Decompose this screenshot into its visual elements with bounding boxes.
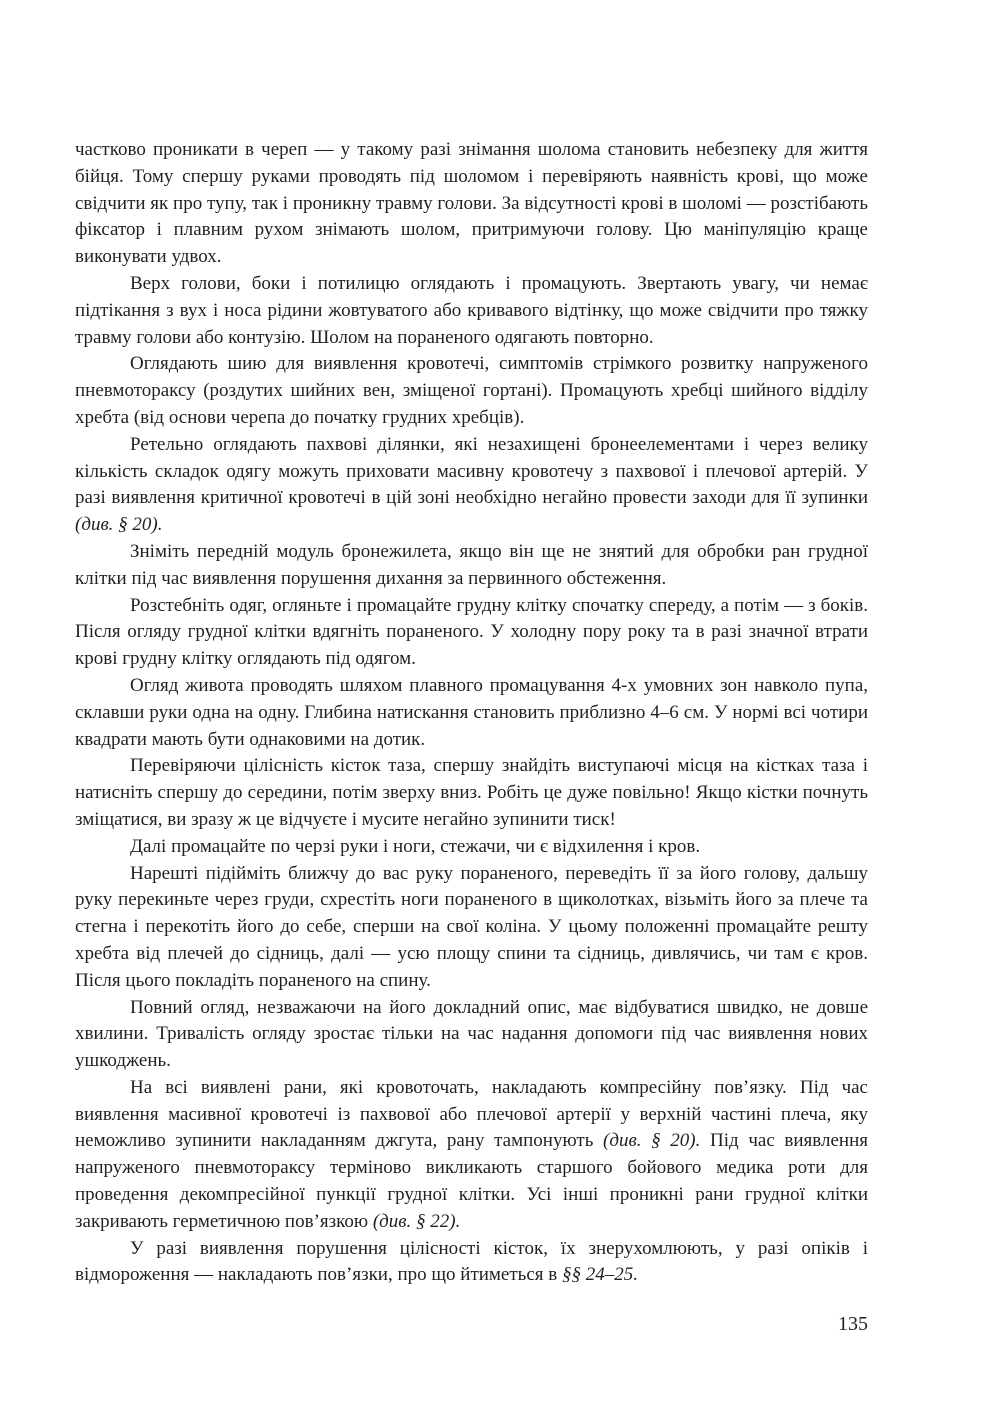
- paragraph: [75, 432, 868, 539]
- paragraph-text: На всі виявлені рани, які кровоточать, накладають компресійну пов’язку. Під час виявлення масивної кровотечі із пахвової або плечової артерії у верхній частині плеча, яку неможливо зупинити накладанням джгута, рану тампонують: [75, 1076, 868, 1152]
- paragraph: [75, 1236, 868, 1290]
- paragraph-text: Перевіряючи цілісність кісток таза, спершу знайдіть виступаючі місця на кістках таза і натисніть спершу до середини, потім зверху вниз. Робіть це дуже повільно! Якщо кістки почнуть зміщатися, ви зразу ж це відчуєте і мусите негайно зупинити тиск!: [75, 755, 868, 830]
- paragraph: [75, 271, 868, 351]
- page-body: [75, 137, 868, 1289]
- paragraph-text: Зніміть передній модуль бронежилета, якщо він ще не знятий для обробки ран грудної клітки під час виявлення порушення дихання за первинного обстеження.: [75, 540, 868, 589]
- paragraph: [75, 673, 868, 753]
- paragraph: [75, 137, 868, 271]
- paragraph: [75, 1075, 868, 1236]
- paragraph-text: Далі промацайте по черзі руки і ноги, стежачи, чи є відхилення і кров.: [130, 835, 701, 857]
- paragraph: [75, 861, 868, 995]
- paragraph-text: Огляд живота проводять шляхом плавного промацування 4-х умовних зон навколо пупа, склавши руки одна на одну. Глибина натискання становить приблизно 4–6 см. У нормі всі чотири квадрати мають бути однаковими на дотик.: [75, 674, 868, 750]
- paragraph-text: У разі виявлення порушення цілісності кісток, їх знерухомлюють, у разі опіків і відмороження — накладають пов’язки, про що йтиметься в: [75, 1237, 868, 1286]
- paragraph: [75, 753, 868, 833]
- paragraph-text: частково проникати в череп — у такому разі знімання шолома становить небезпеку для життя бійця. Тому спершу руками проводять під шоломом і перевіряють наявність крові, що може свідчити як про тупу, так і проникну травму голови. За відсутності крові в шоломі — розстібають фіксатор і плавним рухом знімають шолом, притримуючи голову. Цю маніпуляцію краще виконувати удвох.: [75, 139, 868, 268]
- paragraph: [75, 995, 868, 1075]
- paragraph-text: Нарешті підійміть ближчу до вас руку пораненого, переведіть її за його голову, дальшу руку перекиньте через груди, схрестіть ноги пораненого в щиколотках, візьміть його за плече та стегна і перекотіть його до себе, сперши на свої коліна. У цьому положенні промацайте решту хребта від плечей до сідниць, далі — усю площу спини та сідниць, дивлячись, чи там є кров. Після цього покладіть пораненого на спину.: [75, 862, 868, 991]
- cross-reference: (див. § 20).: [75, 514, 163, 536]
- cross-reference: §§ 24–25.: [561, 1264, 638, 1286]
- paragraph-text: Верх голови, боки і потилицю оглядають і промацують. Звертають увагу, чи немає підтікання з вух і носа рідини жовтуватого або кривавого відтінку, що може свідчити про тяжку травму голови або контузію. Шолом на пораненого одягають повторно.: [75, 272, 868, 348]
- cross-reference: (див. § 22).: [372, 1210, 461, 1232]
- paragraph: [75, 539, 868, 593]
- page-number: 135: [838, 1313, 868, 1335]
- paragraph-text: Повний огляд, незважаючи на його докладний опис, має відбуватися швидко, не довше хвилини. Тривалість огляду зростає тільки на час надання допомоги під час виявлення нових ушкоджень.: [75, 996, 868, 1072]
- paragraph-text: Оглядають шию для виявлення кровотечі, симптомів стрімкого розвитку напруженого пневмотораксу (роздутих шийних вен, зміщеної гортані). Промацують хребці шийного відділу хребта (від основи черепа до початку грудних хребців).: [75, 353, 868, 428]
- paragraph-text: Розстебніть одяг, огляньте і промацайте грудну клітку спочатку спереду, а потім — з боків. Після огляду грудної клітки вдягніть пораненого. У холодну пору року та в разі значної втрати крові грудну клітку оглядають під одягом.: [75, 594, 868, 670]
- paragraph: [75, 351, 868, 431]
- paragraph-text: Ретельно оглядають пахвові ділянки, які незахищені бронеелементами і через велику кількість складок одягу можуть приховати масивну кровотечу з пахвової і плечової артерій. У разі виявлення критичної кровотечі в цій зоні необхідно негайно провести заходи для її зупинки: [75, 433, 868, 509]
- paragraph: [75, 834, 868, 861]
- cross-reference: (див. § 20).: [603, 1130, 701, 1152]
- paragraph-text: Під час виявлення напруженого пневмотораксу терміново викликають старшого бойового медика роти для проведення декомпресійної пункції грудної клітки. Усі інші проникні рани грудної клітки закривають герметичною пов’язкою: [75, 1130, 868, 1232]
- paragraph: [75, 593, 868, 673]
